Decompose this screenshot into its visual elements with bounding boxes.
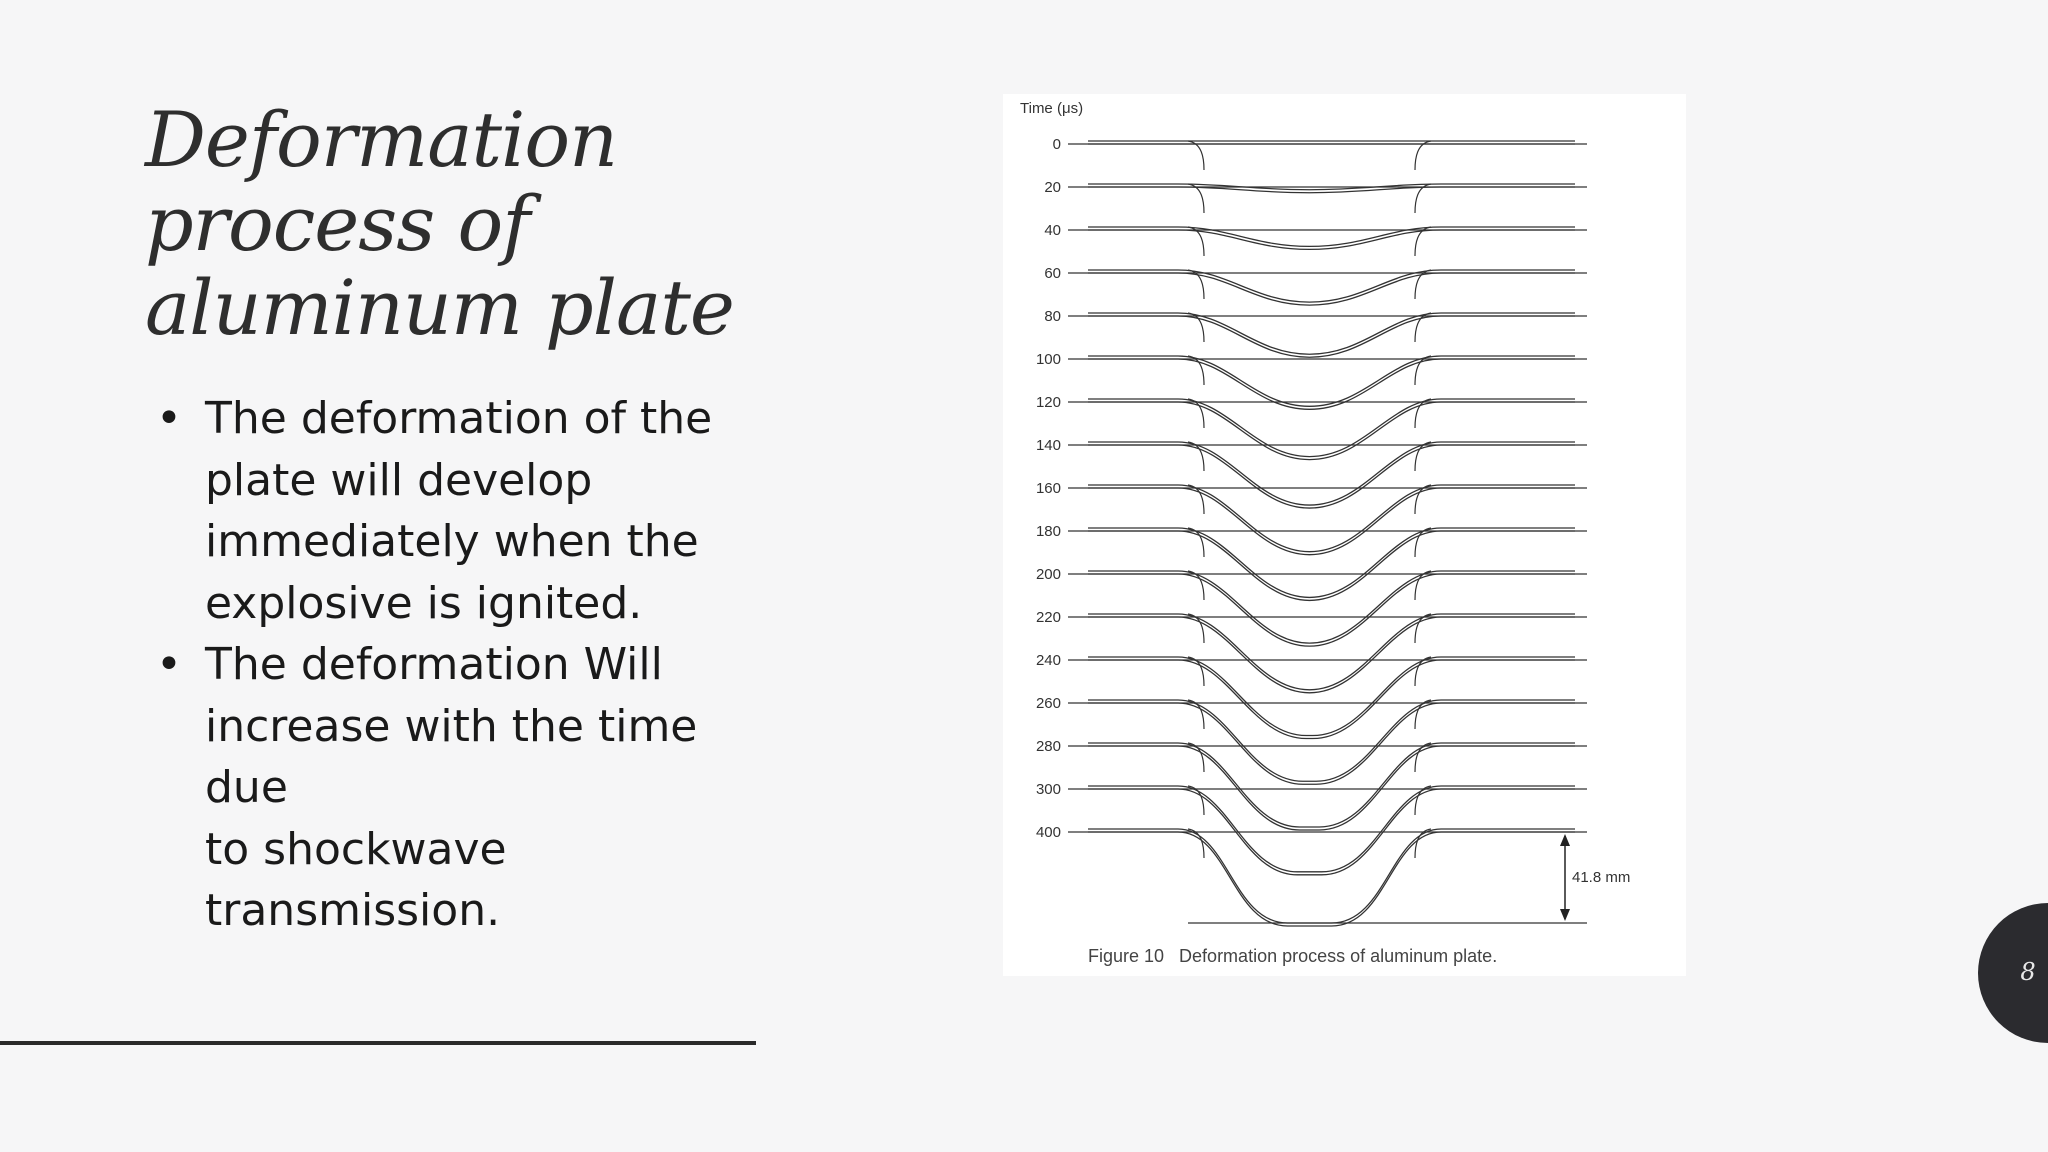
time-tick-label: 280: [1035, 738, 1061, 755]
slide-title: [145, 95, 785, 352]
plate-profile-bottom: [1088, 832, 1575, 926]
clamp-edge-right: [1415, 184, 1431, 213]
plate-profile-top: [1088, 743, 1575, 827]
time-tick-label: 0: [1052, 136, 1061, 153]
bullet-dot-icon: •: [156, 393, 182, 444]
plate-profile-top: [1088, 485, 1575, 552]
plate-profile-top: [1088, 829, 1575, 923]
time-tick-label: 220: [1035, 609, 1061, 626]
plate-profile-bottom: [1088, 445, 1575, 508]
plate-profile-bottom: [1088, 660, 1575, 739]
plate-profile-top: [1088, 399, 1575, 457]
dimension-label: 41.8 mm: [1572, 869, 1631, 886]
deformation-chart: [1003, 94, 1686, 976]
plate-profile-bottom: [1088, 230, 1575, 249]
bullet-list: [150, 388, 790, 942]
plate-profile-top: [1088, 614, 1575, 690]
bullet-line: increase with the time due: [205, 700, 698, 813]
plate-profile-bottom: [1088, 531, 1575, 600]
plate-profile-bottom: [1088, 574, 1575, 646]
time-tick-label: 120: [1035, 394, 1061, 411]
plate-profile-top: [1088, 700, 1575, 781]
page-number: 8: [2020, 958, 2036, 986]
time-tick-label: 300: [1035, 781, 1061, 798]
title-line-2: process of: [145, 179, 530, 268]
time-tick-label: 260: [1035, 695, 1061, 712]
bullet-line: transmission.: [205, 885, 501, 936]
figure-caption: Figure 10 Deformation process of aluminum plate.: [1088, 946, 1498, 966]
deformation-figure: [1003, 94, 1686, 976]
plate-profile-top: [1088, 270, 1575, 302]
bullet-item: [150, 634, 790, 942]
divider-rule: [0, 1041, 756, 1045]
bullet-line: plate will develop: [205, 454, 593, 506]
time-tick-label: 160: [1035, 480, 1061, 497]
plate-profile-bottom: [1088, 402, 1575, 460]
dimension-arrow-up-icon: [1560, 834, 1570, 846]
clamp-edge-left: [1188, 141, 1204, 170]
title-line-3: aluminum plate: [145, 263, 734, 352]
bullet-line: to shockwave: [205, 823, 507, 875]
plate-profile-top: [1088, 442, 1575, 505]
time-tick-label: 40: [1044, 222, 1061, 239]
time-tick-label: 140: [1035, 437, 1061, 454]
bullet-dot-icon: •: [156, 639, 182, 690]
bullet-line: The deformation Will: [205, 639, 663, 690]
clamp-edge-right: [1415, 141, 1431, 170]
clamp-edge-left: [1188, 184, 1204, 213]
bullet-item: [150, 388, 790, 634]
time-tick-label: 20: [1044, 179, 1061, 196]
plate-profile-bottom: [1088, 316, 1575, 357]
time-tick-label: 200: [1035, 566, 1061, 583]
bullet-line: immediately when the: [205, 516, 699, 567]
time-tick-label: 60: [1044, 265, 1061, 282]
time-tick-label: 400: [1035, 824, 1061, 841]
time-tick-label: 100: [1035, 351, 1061, 368]
time-tick-label: 240: [1035, 652, 1061, 669]
time-axis-title: Time (μs): [1020, 100, 1084, 117]
time-tick-label: 80: [1044, 308, 1061, 325]
plate-profile-top: [1088, 657, 1575, 736]
plate-profile-top: [1088, 528, 1575, 597]
plate-profile-bottom: [1088, 617, 1575, 693]
dimension-arrow-down-icon: [1560, 909, 1570, 921]
time-tick-label: 180: [1035, 523, 1061, 540]
plate-profile-top: [1088, 571, 1575, 643]
title-line-1: Deformation: [145, 95, 618, 184]
plate-profile-bottom: [1088, 746, 1575, 830]
bullet-line: explosive is ignited.: [205, 577, 643, 629]
plate-profile-bottom: [1088, 488, 1575, 555]
plate-profile-top: [1088, 313, 1575, 354]
bullet-line: The deformation of the: [205, 393, 713, 444]
